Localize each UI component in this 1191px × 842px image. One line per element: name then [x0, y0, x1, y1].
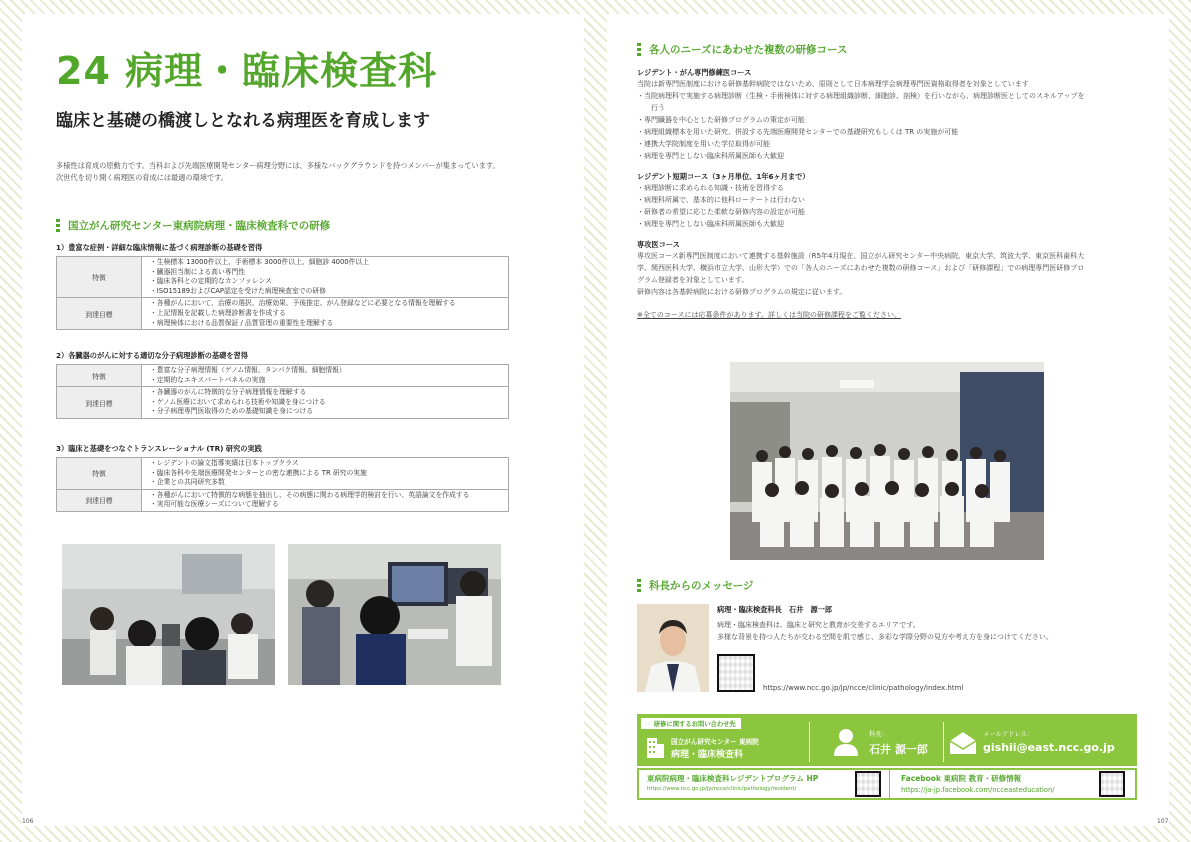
course-text-line: 専攻医コース新専門医制度において連携する基幹施設（R5年4月現在、国立がん研究センター中央病院、東京大学、筑波大学、東京医科歯科大: [637, 252, 1085, 260]
row-items: [142, 458, 509, 490]
message-line: 病理・臨床検査科は、臨床と研究と教育が交差するエリアです。: [717, 621, 920, 629]
course-title: 専攻医コース: [637, 240, 680, 249]
fb-title[interactable]: Facebook 東病院 教育・研修情報: [901, 774, 1022, 783]
row-label: 特徴: [57, 365, 142, 387]
arrow-icon: ☞: [646, 721, 652, 728]
fb-url[interactable]: https://ja-jp.facebook.com/ncceasteducation/: [901, 786, 1055, 794]
course-body: [637, 78, 1157, 162]
left-page: [22, 14, 584, 826]
list-item: ・豊富な分子病理情報（ゲノム情報、タンパク情報、細胞情報）: [150, 366, 346, 374]
list-item: ・各種がんにおいて、治療の選択、治療効果、予後推定、がん登録などに必要となる情報を理解する: [150, 299, 456, 308]
list-item: ・病理を専門としない臨床科所属医師も大歓迎: [637, 152, 784, 160]
mail-label: メールアドレス：: [983, 731, 1034, 738]
qr-code-icon[interactable]: [717, 654, 755, 692]
org-line1: 国立がん研究センター 東病院: [671, 738, 759, 746]
section-heading-text: 科長からのメッセージ: [649, 580, 754, 592]
course-title: レジデント短期コース（3ヶ月単位、1年6ヶ月まで）: [637, 172, 810, 181]
photo-group: [730, 362, 1044, 560]
group-photo-icon: [730, 362, 1044, 560]
list-item: ・専門臓器を中心とした研修プログラムの策定が可能: [637, 116, 805, 124]
course-text-line: 研修内容は各基幹病院における研修プログラムの規定に従います。: [637, 288, 847, 296]
row-items: [142, 257, 509, 298]
hp-url[interactable]: https://www.ncc.go.jp/jp/ncce/clinic/pathology/resident/: [647, 786, 797, 792]
list-item: ・ISO15189およびCAP認定を受けた病理検査室での研修: [150, 286, 326, 295]
list-item: ・病理組織標本を用いた研究、併設する先端医療開発センターでの基礎研究もしくは TR の実施が可能: [637, 128, 959, 136]
list-item: ・上記情報を記載した病理診断書を作成する: [150, 308, 286, 317]
heading-bar-icon: [56, 219, 60, 232]
photo-microscope-training: [62, 544, 275, 685]
heading-bar-icon: [637, 579, 641, 592]
contact-label: ☞ 研修に関するお問い合わせ先: [641, 718, 741, 729]
list-item: ・実用可能な医療シーズについて理解する: [150, 500, 279, 509]
list-item: ・当院病理科で実施する病理診断（生検・手術検体に対する病理組織診断、細胞診、剖検）を行いながら、病理診断医としてのスキルアップを: [637, 92, 1085, 100]
mail-icon: [949, 731, 977, 755]
list-item: ・連携大学院制度を用いた学位取得が可能: [637, 140, 770, 148]
course-text-line: 学、関西医科大学、横浜市立大学、山形大学）での「各人のニーズにあわせた複数の研修コース」および「研修課程」での病理専門医研修プロ: [637, 264, 1085, 272]
row-label: 到達目標: [57, 489, 142, 511]
list-item: ・臨床各科や先端医療開発センターとの密な連携による TR 研究の実施: [150, 468, 367, 477]
page-subtitle: 臨床と基礎の橋渡しとなれる病理医を育成します: [56, 111, 430, 131]
page-title: 24 病理・臨床検査科: [56, 49, 438, 93]
list-item: ・生検標本 13000件以上、手術標本 3000件以上、細胞診 4000件以上: [150, 258, 370, 266]
training-table: [56, 364, 509, 419]
training-table: [56, 256, 509, 330]
divider: [889, 770, 890, 798]
section-heading: [56, 218, 330, 233]
block-heading: 2）各臓器のがんに対する適切な分子病理診断の基礎を習得: [56, 351, 248, 360]
chief-message: [717, 619, 1053, 643]
section-heading-text: 各人のニーズにあわせた複数の研修コース: [649, 44, 848, 56]
courses: [637, 68, 1157, 320]
section-heading: [637, 578, 753, 593]
hp-title[interactable]: 東病院病理・臨床検査科レジデントプログラム HP: [647, 774, 819, 783]
microscope-photo-icon: [62, 544, 275, 685]
course-text-line: グラム登録者を対象としています。: [637, 276, 749, 284]
block-heading: 3）臨床と基礎をつなぐトランスレーショナル (TR) 研究の実践: [56, 444, 262, 453]
qr-code-icon[interactable]: [855, 771, 881, 797]
chief-contact-name: 石井 源一郎: [869, 743, 928, 756]
portrait-photo-icon: [637, 604, 709, 692]
person-icon: [833, 728, 859, 756]
course-intro: 当院は新専門医制度における研修基幹病院ではないため、原則として日本病理学会病理専門医資格取得者を対象としています: [637, 80, 1029, 88]
chief-label: 科長：: [869, 731, 888, 738]
page-number: 107: [1157, 818, 1169, 825]
intro-line: 次世代を切り開く病理医の育成には最適の環境です。: [56, 173, 228, 182]
heading-bar-icon: [637, 43, 641, 56]
list-item: ・病理を専門としない臨床科所属医師も大歓迎: [637, 220, 784, 228]
building-icon: [645, 736, 665, 758]
list-item: ・臓器担当制による高い専門性: [150, 267, 246, 276]
list-item: ・ゲノム医療において求められる技術や知識を身につける: [150, 397, 326, 406]
course-note: ※全てのコースには応募条件があります。詳しくは当院の研修課程をご覧ください。: [637, 311, 901, 319]
pathology-url[interactable]: https://www.ncc.go.jp/jp/ncce/clinic/pathology/index.html: [763, 684, 964, 692]
list-item: ・レジデントの論文指導実績は日本トップクラス: [150, 459, 299, 467]
email-address[interactable]: gishii@east.ncc.go.jp: [983, 741, 1115, 754]
list-item: ・病理検体における品質保証 / 品質管理の重要性を理解する: [150, 318, 334, 327]
row-label: 到達目標: [57, 387, 142, 419]
training-table: [56, 457, 509, 512]
intro-line: 多様性は育成の原動力です。当科および先端医療開発センター病理分野には、多様なバックグラウンドを持つメンバーが集まっています。: [56, 161, 500, 170]
course-body: [637, 182, 1157, 230]
list-item: ・病理科所属で、基本的に他科ローテートは行わない: [637, 196, 805, 204]
intro-text: [56, 160, 561, 184]
page-number: 106: [22, 818, 34, 825]
org-line2: 病理・臨床検査科: [671, 750, 744, 760]
row-label: 到達目標: [57, 298, 142, 330]
monitor-photo-icon: [288, 544, 501, 685]
list-item: ・臨床各科との定期的なカンファレンス: [150, 277, 272, 286]
row-items: [142, 365, 509, 387]
section-heading: [637, 42, 847, 57]
divider: [943, 722, 944, 762]
row-items: [142, 298, 509, 330]
list-item: ・定期的なエキスパートパネルの実施: [150, 375, 266, 384]
contact-box: [637, 714, 1137, 766]
row-items: [142, 387, 509, 419]
section-heading-text: 国立がん研究センター東病院病理・臨床検査科での研修: [68, 220, 331, 232]
chief-portrait: [637, 604, 709, 692]
course-body: [637, 250, 1157, 298]
right-page: [607, 14, 1169, 826]
links-box: [637, 768, 1137, 800]
message-line: 多様な背景を持つ人たちが交わる空間を肌で感じ、多彩な学際分野の見方や考え方を身につけてください。: [717, 633, 1053, 641]
row-items: [142, 489, 509, 511]
qr-code-icon[interactable]: [1099, 771, 1125, 797]
divider: [809, 722, 810, 762]
list-item: ・各臓器のがんに特徴的な分子病理情報を理解する: [150, 388, 307, 397]
block-heading: 1）豊富な症例・詳細な臨床情報に基づく病理診断の基礎を習得: [56, 243, 263, 252]
course-title: レジデント・がん専門修練医コース: [637, 68, 752, 77]
list-item: ・研修者の希望に応じた柔軟な研修内容の設定が可能: [637, 208, 805, 216]
row-label: 特徴: [57, 257, 142, 298]
list-item: ・病理診断に求められる知識・技術を習得する: [637, 184, 784, 192]
list-item: ・分子病理専門医取得のための基礎知識を身につける: [150, 407, 313, 416]
list-item: ・各種がんにおいて特徴的な病態を抽出し、その病態に関わる病理学的検討を行い、英語論文を作成する: [150, 490, 470, 499]
list-item: 行う: [651, 104, 665, 112]
list-item: ・企業との共同研究多数: [150, 478, 225, 487]
photo-monitor-training: [288, 544, 501, 685]
chief-name-title: 病理・臨床検査科長 石井 源一郎: [717, 605, 833, 614]
row-label: 特徴: [57, 458, 142, 490]
